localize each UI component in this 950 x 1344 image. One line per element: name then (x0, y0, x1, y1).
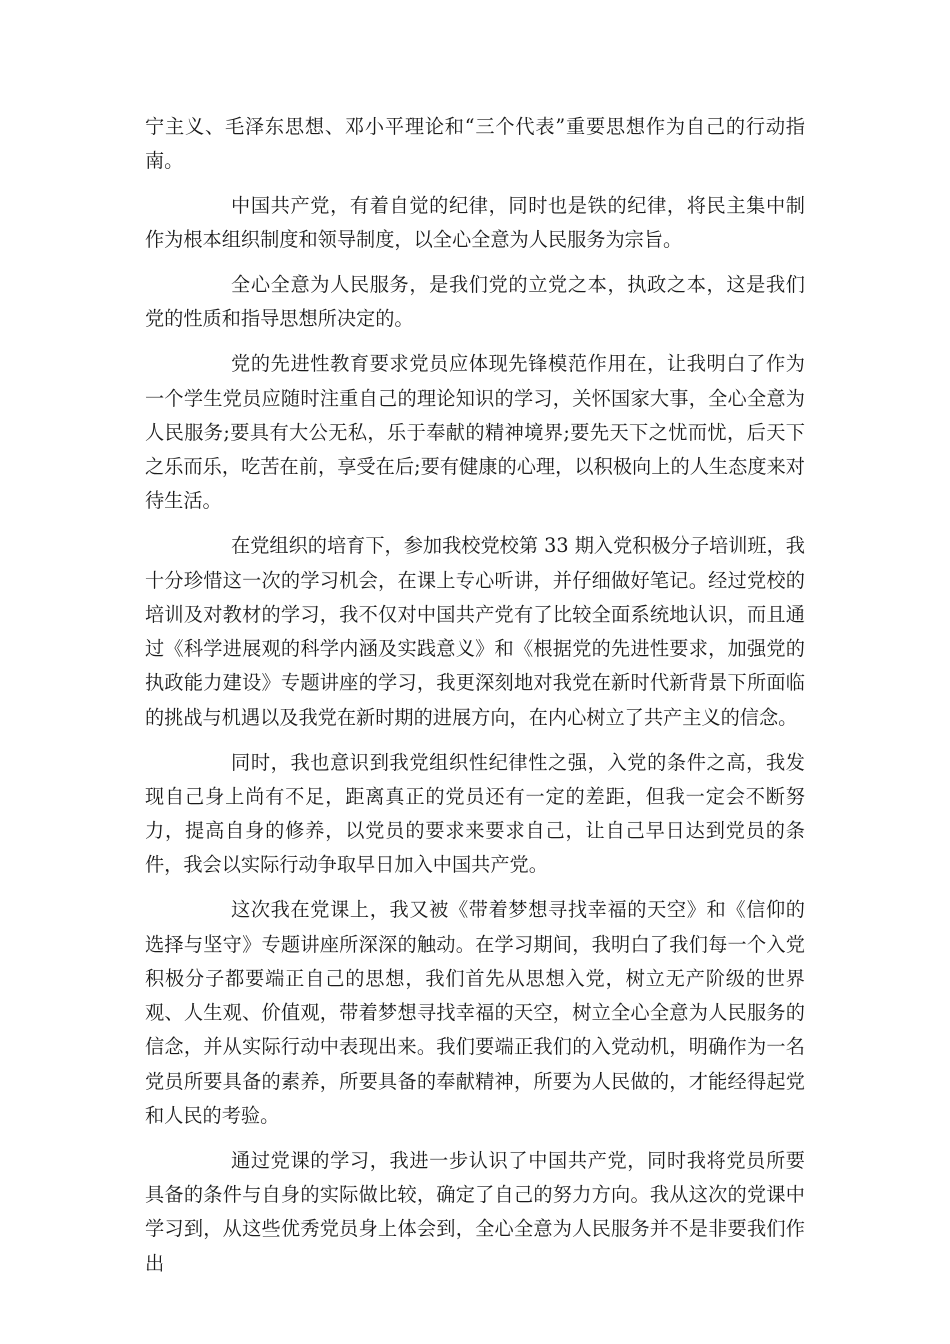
paragraph-7: 这次我在党课上，我又被《带着梦想寻找幸福的天空》和《信仰的选择与坚守》专题讲座所深深的触动。在学习期间，我明白了我们每一个入党积极分子都要端正自己的思想，我们首先从思想入党，树立无产阶级的世界观、人生观、价值观，带着梦想寻找幸福的天空，树立全心全意为人民服务的信念，并从实际行动中表现出来。我们要端正我们的入党动机，明确作为一名党员所要具备的素养，所要具备的奉献精神，所要为人民做的，才能经得起党和人民的考验。 (145, 898, 805, 1128)
paragraph-3: 全心全意为人民服务，是我们党的立党之本，执政之本，这是我们党的性质和指导思想所决定的。 (145, 273, 805, 331)
paragraph-6: 同时，我也意识到我党组织性纪律性之强，入党的条件之高，我发现自己身上尚有不足，距离真正的党员还有一定的差距，但我一定会不断努力，提高自身的修养，以党员的要求来要求自己，让自己早日达到党员的条件，我会以实际行动争取早日加入中国共产党。 (145, 750, 805, 877)
paragraph-5: 在党组织的培育下，参加我校党校第 33 期入党积极分子培训班，我十分珍惜这一次的学习机会，在课上专心听讲，并仔细做好笔记。经过党校的培训及对教材的学习，我不仅对中国共产党有了比较全面系统地认识，而且通过《科学进展观的科学内涵及实践意义》和《根据党的先进性要求，加强党的执政能力建设》专题讲座的学习，我更深刻地对我党在新时代新背景下所面临的挑战与机遇以及我党在新时期的进展方向，在内心树立了共产主义的信念。 (145, 534, 805, 729)
paragraph-8: 通过党课的学习，我进一步认识了中国共产党，同时我将党员所要具备的条件与自身的实际做比较，确定了自己的努力方向。我从这次的党课中学习到，从这些优秀党员身上体会到，全心全意为人民服务并不是非要我们作出 (145, 1148, 805, 1275)
paragraph-4: 党的先进性教育要求党员应体现先锋模范作用在，让我明白了作为一个学生党员应随时注重自己的理论知识的学习，关怀国家大事，全心全意为人民服务;要具有大公无私，乐于奉献的精神境界;要先天下之忧而忧，后天下之乐而乐，吃苦在前，享受在后;要有健康的心理，以积极向上的人生态度来对待生活。 (145, 352, 805, 513)
paragraph-1: 宁主义、毛泽东思想、邓小平理论和“三个代表”重要思想作为自己的行动指南。 (145, 115, 805, 173)
document-page (145, 110, 805, 1292)
paragraph-2: 中国共产党，有着自觉的纪律，同时也是铁的纪律，将民主集中制作为根本组织制度和领导制度，以全心全意为人民服务为宗旨。 (145, 194, 805, 252)
